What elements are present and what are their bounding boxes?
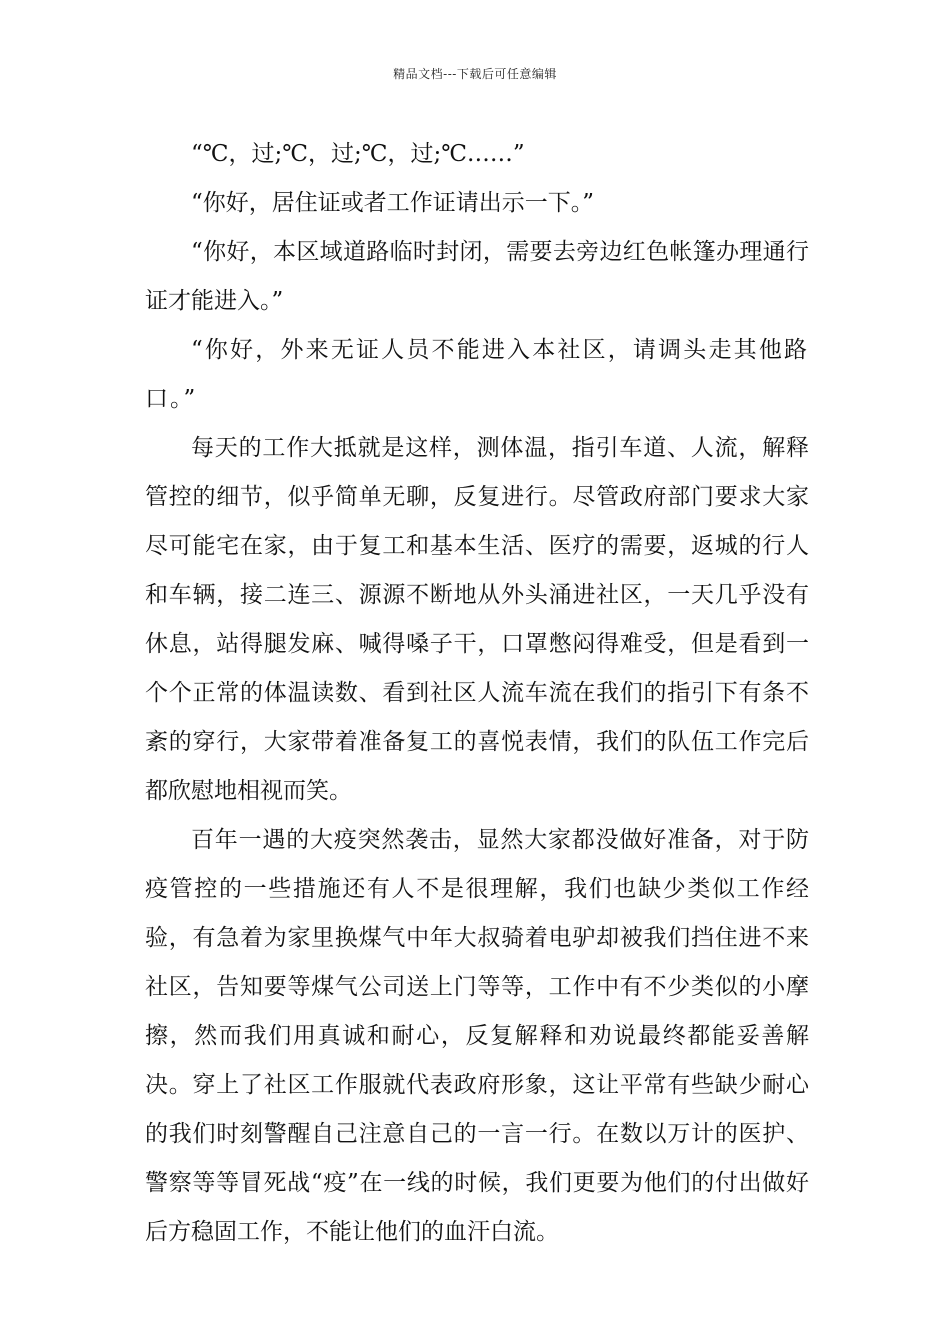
document-body: [145, 130, 809, 1257]
paragraph-temperature-check: “℃，过;℃，过;℃，过;℃……”: [191, 141, 525, 167]
paragraph-road-closed: “你好，本区域道路临时封闭，需要去旁边红色帐篷办理通行证才能进入。”: [145, 239, 809, 314]
paragraph-epidemic: 百年一遇的大疫突然袭击，显然大家都没做好准备，对于防疫管控的一些措施还有人不是很理解，我们也缺少类似工作经验，有急着为家里换煤气中年大叔骑着电驴却被我们挡住进不来社区，告知要等煤气公司送上门等等，工作中有不少类似的小摩擦，然而我们用真诚和耐心，反复解释和劝说最终都能妥善解决。穿上了社区工作服就代表政府形象，这让平常有些缺少耐心的我们时刻警醒自己注意自己的一言一行。在数以万计的医护、警察等等冒死战“疫”在一线的时候，我们更要为他们的付出做好后方稳固工作，不能让他们的血汗白流。: [145, 827, 809, 1245]
page-header: 精品文档---下载后可任意编辑: [393, 67, 557, 81]
paragraph-no-entry: “你好，外来无证人员不能进入本社区，请调头走其他路口。”: [145, 337, 809, 412]
paragraph-show-id: “你好，居住证或者工作证请出示一下。”: [191, 190, 595, 216]
paragraph-daily-work: 每天的工作大抵就是这样，测体温，指引车道、人流，解释管控的细节，似乎简单无聊，反复进行。尽管政府部门要求大家尽可能宅在家，由于复工和基本生活、医疗的需要，返城的行人和车辆，接二连三、源源不断地从外头涌进社区，一天几乎没有休息，站得腿发麻、喊得嗓子干，口罩憋闷得难受，但是看到一个个正常的体温读数、看到社区人流车流在我们的指引下有条不紊的穿行，大家带着准备复工的喜悦表情，我们的队伍工作完后都欣慰地相视而笑。: [145, 435, 809, 804]
